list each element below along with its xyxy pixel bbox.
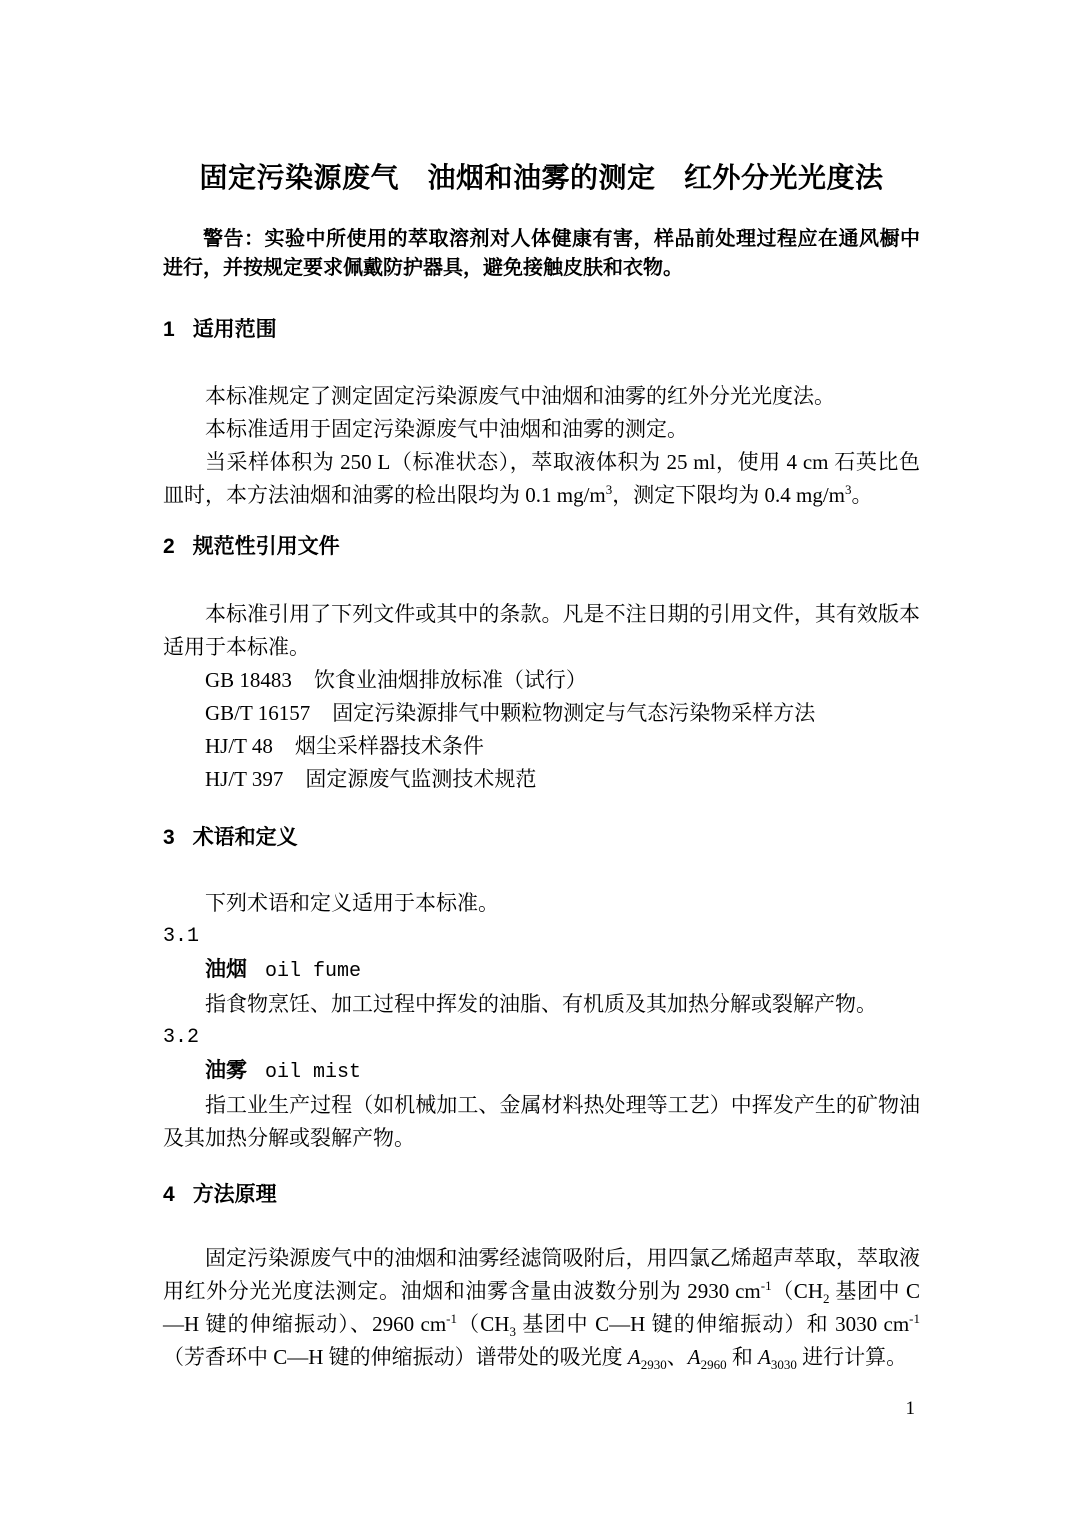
section-heading-scope xyxy=(163,317,920,343)
section-title: 方法原理 xyxy=(192,1183,277,1206)
section-heading-references xyxy=(163,534,920,560)
reference-title: 固定污染源排气中颗粒物测定与气态污染物采样方法 xyxy=(332,701,816,725)
reference-title: 固定源废气监测技术规范 xyxy=(305,767,537,791)
section-number: 3 xyxy=(163,826,175,849)
reference-code: GB 18483 xyxy=(205,668,292,692)
warning-paragraph: 警告：实验中所使用的萃取溶剂对人体健康有害，样品前处理过程应在通风橱中进行，并按规定要求佩戴防护器具，避免接触皮肤和衣物。 xyxy=(163,228,920,279)
reference-code: HJ/T 48 xyxy=(205,734,273,758)
page-number: 1 xyxy=(905,1398,915,1419)
reference-item xyxy=(163,730,920,763)
term-line xyxy=(163,1054,920,1089)
section-heading-principle xyxy=(163,1182,920,1208)
term-zh: 油烟 xyxy=(205,958,247,981)
reference-item xyxy=(163,664,920,697)
section-title: 规范性引用文件 xyxy=(192,535,340,558)
references-intro: 本标准引用了下列文件或其中的条款。凡是不注日期的引用文件，其有效版本适用于本标准。 xyxy=(163,602,920,659)
term-line xyxy=(163,953,920,988)
term-number: 3.2 xyxy=(163,1026,200,1049)
references-list xyxy=(163,664,920,796)
scope-paragraph-2: 本标准适用于固定污染源废气中油烟和油雾的测定。 xyxy=(205,417,688,441)
term-zh: 油雾 xyxy=(205,1059,247,1082)
reference-item xyxy=(163,763,920,796)
section-title: 术语和定义 xyxy=(192,826,298,849)
reference-code: HJ/T 397 xyxy=(205,767,284,791)
scope-paragraph-3: 当采样体积为 250 L（标准状态），萃取液体积为 25 ml，使用 4 cm 石英比色皿时，本方法油烟和油雾的检出限均为 0.1 $mg/m^3$，测定下限均为 0.4 $mg/m^3$。 xyxy=(163,450,920,507)
reference-code: GB/T 16157 xyxy=(205,701,311,725)
section-number: 2 xyxy=(163,535,175,558)
term-definition: 指工业生产过程（如机械加工、金属材料热处理等工艺）中挥发产生的矿物油及其加热分解或裂解产物。 xyxy=(163,1093,920,1150)
term-definition: 指食物烹饪、加工过程中挥发的油脂、有机质及其加热分解或裂解产物。 xyxy=(205,992,877,1016)
section-number: 4 xyxy=(163,1183,175,1206)
section-number: 1 xyxy=(163,318,175,341)
term-en: oil mist xyxy=(265,1061,362,1084)
reference-item xyxy=(163,697,920,730)
scope-paragraph-1: 本标准规定了测定固定污染源废气中油烟和油雾的红外分光光度法。 xyxy=(205,384,835,408)
term-number: 3.1 xyxy=(163,925,200,948)
reference-title: 烟尘采样器技术条件 xyxy=(294,734,484,758)
principle-paragraph: 固定污染源废气中的油烟和油雾经滤筒吸附后，用四氯乙烯超声萃取，萃取液用红外分光光度法测定。油烟和油雾含量由波数分别为 2930 $cm^{-1}(CH_2$ 基团中 C—H 键的伸缩振动）、2960 $cm^{-1}(CH_3$ 基团中 C—H 键的伸缩振动）和 3030 $cm^{-1}$（芳香环中 C—H 键的伸缩振动）谱带处的吸光度 $A_{2930}$、$A_{2960}$ 和 $A_{3030}$ 进行计算。 xyxy=(163,1246,920,1373)
terms-intro: 下列术语和定义适用于本标准。 xyxy=(205,891,499,915)
term-en: oil fume xyxy=(265,960,362,983)
doc-title: 固定污染源废气 油烟和油雾的测定 红外分光光度法 xyxy=(199,162,884,193)
section-heading-terms xyxy=(163,825,920,851)
reference-title: 饮食业油烟排放标准（试行） xyxy=(313,668,587,692)
section-title: 适用范围 xyxy=(192,318,277,341)
